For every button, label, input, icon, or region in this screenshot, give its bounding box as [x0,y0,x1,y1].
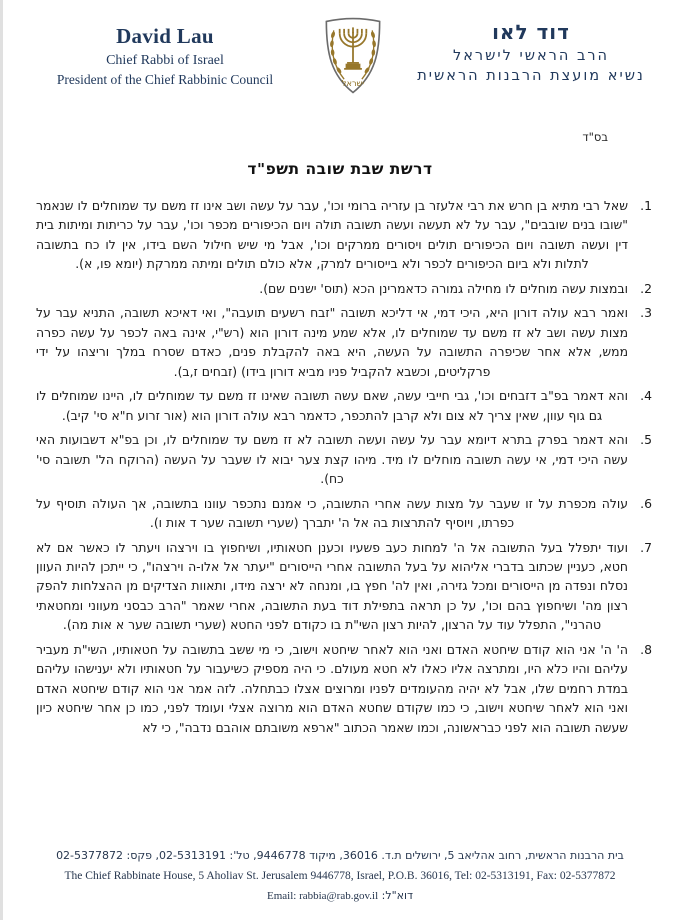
footer-address-hebrew: בית הרבנות הראשית, רחוב אהליאב 5, ירושלים ת.ד. 36016, מיקוד 9446778, טל': 02-5313191, פקס: 02-5377872 [56,849,624,863]
drasha-list [36,196,652,737]
rabbi-subtitle-he: נשיא מועצת הרבנות הראשית [417,68,645,84]
page-title: דרשת שבת שובה תשפ"ד [247,160,433,178]
drasha-paragraph-6: עולה מכפרת על זו שעבר על מצות עשה אחרי התשובה, כי אמנם נתכפר עוונו בתשובה, אך העולה תוסיף על כפרתו, ויוסיף להתרצות בה אל ה' יתברך (שערי תשובה שער ד אות ו). [36,495,628,531]
rabbi-title-he: הרב הראשי לישראל [452,48,609,64]
rabbi-subtitle-en: President of the Chief Rabbinic Council [56,72,274,87]
email-link[interactable]: rabbia@rab.gov.il [299,889,379,902]
rabbi-name-he: דוד לאו [492,20,570,44]
drasha-paragraph-8: ה' ה' אני הוא קודם שיחטא האדם ואני הוא לאחר שיחטא וישוב, כי מי ששב בתשובה על חטאותיו, השי"ת מעביר עליהם והיו כלא היו, ומתרצה אליו כאלו לא חטא מעולם. כי היה מספיק כשיעבור על חטאותיו ולא יענישהו עליהם במדת רחמים שלו, אבל לא יהיה מהעומדים לפניו ומרוצים אצלו כבתחלה. לזה אמר אני הוא קודם שיחטא האדם ואני הוא לאחר שיחטא וישוב, כי כמו שקודם שחטא האדם הוא מרוצה אצלי ועומד לפני, כמו כן אחר שיחטא כיון שעשה תשובה הוא לפני כבראשונה, וכמו שאמר הכתוב "ארפא משובתם אוהבם נדבה", כי לא [36,641,628,735]
letterhead-hebrew [416,20,646,84]
drasha-paragraph-5: והא דאמר בפרק בתרא דיומא עבר על עשה ועשה תשובה לא זז משם עד שמוחלים לו, וכן בפ"א דשבועות האי עשה היכי דמי, אי עשה תשובה מוחלים לו מיד. מיהו קצת צער יבוא לו שעבר על העשה (הרוקח הל' תשובה סי' כח). [36,432,628,487]
letterhead [0,0,680,104]
drasha-paragraph-3: ואמר רבא עולה דורון היא, היכי דמי, אי דליכא תשובה "זבח רשעים תועבה", ואי דאיכא תשובה, התניא עבר על מצות עשה ושב לא זז משם עד שמוחלים לו, אלא שמע מינה דורון הוא (רש"י, אינה באה לכפר על עשה כפרה ממש, אלא אחר שכיפרה התשובה על העשה, היא באה להקבלת פנים, כאדם שסרח במלך וריצהו על ידי פרקליטים, וכשבא להקביל פניו מביא דורון בידו) (זבחים ז,ב). [36,305,628,379]
bsd-mark: בס"ד [582,130,608,144]
rabbi-name-en: David Lau [116,24,214,48]
letterhead-english [40,24,290,88]
email-label-english: Email: [266,889,297,902]
letter-footer [0,846,680,906]
drasha-body [36,196,652,737]
drasha-paragraph-2: ובמצות עשה מוחלים לו מחילה גמורה כדאמרינן הכא (תוס' ישנים שם). [259,280,628,296]
footer-address-english: The Chief Rabbinate House, 5 Aholiav St. Jerusalem 9446778, Israel, P.O.B. 36016, Tel: 02-5313191, Fax: 02-5377872 [64,869,616,882]
rabbi-title-en: Chief Rabbi of Israel [106,53,224,68]
emblem-label: ישראל [341,77,365,88]
drasha-paragraph-1: שאל רבי מתיא בן חרש את רבי אלעזר בן עזריה ברומי וכו', עבר על עשה ושב אינו זז משם עד שמוחלים לו שנאמר "שובו בנים שובבים", עבר על לא תעשה ועשה תשובה תולה ויום הכיפורים מכפר וכו', עבר על כריתות ומיתות בית דין ועשה תשובה ויום הכיפורים תולים ויסורים ממרקים וכו', אבל מי שיש חילול השם בידו, אין לו כח בתשובה לתלות ולא ביום הכיפורים לכפר ולא בייסורים למרק, אלא כולם תולים ומיתה ממרקת (יומא פו, א). [36,198,628,272]
scan-edge [0,0,3,920]
footer-email-line [0,886,680,906]
email-label-hebrew: דוא"ל: [381,888,413,902]
drasha-paragraph-4: והא דאמר בפ"ב דזבחים וכו', גבי חייבי עשה, שאם עשה תשובה שאינו זז משם עד שמוחלים לו, היינו שמוחלים לו גם גוף עוון, שאין צריך לא צום ולא קרבן להתכפר, כדאמר רבא עולה דורון הוא (אור זרוע ח"א סי' קיב). [36,388,628,423]
drasha-paragraph-7: ועוד יתפלל בעל התשובה אל ה' למחות כעב פשעיו וכענן חטאותיו, ושיחפוץ בו וירצהו ויעתר לו כאשר אם לא חטא, כעניין שכתוב בדברי אליהוא על בעל התשובה אחרי הייסורים "יעתר אל אלו-ה וירצהו", כי ייתכן להיות העוון נסלח ונפדה מן הייסורים ומכל גזירה, ואין לה' חפץ בו, ומנחה לא ירצה מידו, ותאוות הצדיקים מן ההצלחות להפק רצון מה' ושיחפוץ בהם וכו', על כן תראה בתפילת דוד בעת התשובה, אחרי שאמר "הרב כבסני מעווני ומחטאתי טהרני", התפלל עוד על הרצון, להיות רצון השי"ת בו כקודם לפני החטא (שערי תשובה שער א אות מה). [36,539,628,633]
israel-state-emblem-icon [312,14,394,104]
